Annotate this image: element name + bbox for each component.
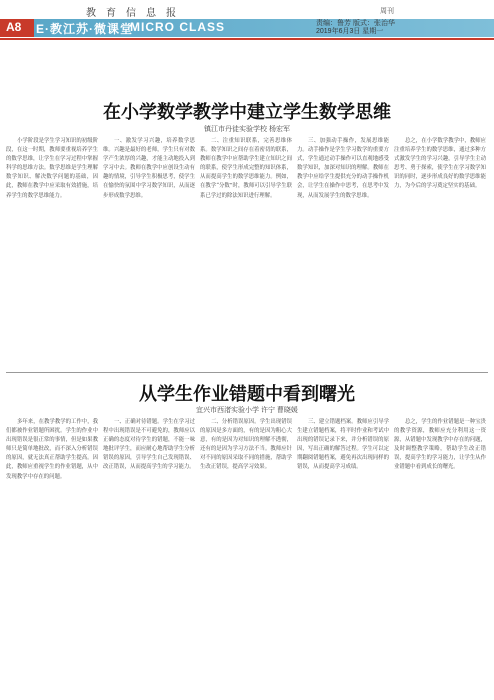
section-title-en: MICRO CLASS	[130, 20, 225, 34]
page-number: A8	[6, 20, 22, 34]
article-byline-1: 镇江市丹徒实验学校 杨宏军	[204, 126, 290, 133]
article-column: 二、分析错误原因。学生出现错误的原因是多方面的，有的是因为粗心大意，有的是因为对知识的理解不透彻，还有的是因为学习方法不当。教师应针对不同的原因采取不同的措施，帮助学生改正错误，提高学习效果。	[200, 419, 292, 471]
article-byline-2: 宜兴市西渚实验小学 许宁 曹晓媛	[196, 407, 298, 414]
article-column: 小学阶段是学生学习知识的初级阶段，在这一时期，教师要重视培养学生的数学思维，让学生在学习过程中掌握科学的思维方法。数学思维是学生理解数学知识、解决数学问题的基础，因此，教师在教学中应采取有效措施，培养学生的数学思维能力。	[6, 138, 98, 199]
article-column: 一、正确对待错题。学生在学习过程中出现错误是不可避免的，教师应以正确的态度对待学生的错题，不能一味地批评学生，而应耐心地帮助学生分析错误的原因，引导学生自己发现错误、改正错误，从而提高学生的学习能力。	[103, 419, 195, 471]
article-column: 多年来，在教学教学的工作中，我们都被作业错题所困扰。学生的作业中出现错误是很正常的事情，但是如果教师只是简单地批改，而不深入分析错误的原因，就无法真正帮助学生提高。因此，教师应重视学生的作业错题，从中发现教学中存在的问题。	[6, 419, 98, 480]
article-column: 三、建立错题档案。教师应引导学生建立错题档案，将平时作业和考试中出现的错误记录下来，并分析错误的原因，写出正确的解答过程。学生可以定期翻阅错题档案，避免再次出现同样的错误，从而提高学习成绩。	[297, 419, 389, 471]
article-column: 一、激发学习兴趣，培养数学思维。兴趣是最好的老师，学生只有对数学产生浓厚的兴趣，才能主动地投入到学习中去。教师在教学中应创设生动有趣的情境，引导学生积极思考，使学生在愉快的氛围中学习数学知识，从而逐步形成数学思维。	[103, 138, 195, 199]
date-line: 2019年6月3日 星期一	[316, 28, 384, 35]
article-column: 二、注重知识联系，完善思维体系。数学知识之间存在着密切的联系，教师在教学中应帮助学生建立知识之间的联系，使学生形成完整的知识体系，从而提高学生的数学思维能力。例如，在教学“分数”时，教师可以引导学生联系已学过的除法知识进行理解。	[200, 138, 292, 199]
editor-line: 责编：鲁芳 版式：张治华	[316, 20, 395, 27]
article-title-1: 在小学数学教学中建立学生数学思维	[103, 102, 391, 122]
header-rule	[0, 38, 494, 40]
article-column: 总之，学生的作业错题是一种宝贵的教学资源，教师应充分利用这一资源，从错题中发现教学中存在的问题，及时调整教学策略，帮助学生改正错误，提高学生的学习能力，让学生从作业错题中看到成长的曙光。	[394, 419, 486, 471]
section-title: E·教江苏·微课堂	[36, 22, 133, 36]
article-title-2: 从学生作业错题中看到曙光	[139, 384, 355, 404]
masthead-title: 教育信息报	[86, 8, 186, 19]
article-column: 三、加强动手操作，发展思维能力。动手操作是学生学习数学的重要方式，学生通过动手操作可以直观地感受数学知识，加深对知识的理解。教师在教学中应给学生提供充分的动手操作机会，让学生在操作中思考，在思考中发现，从而发展学生的数学思维。	[297, 138, 389, 199]
article-column: 总之，在小学数学教学中，教师应注重培养学生的数学思维，通过多种方式激发学生的学习兴趣，引导学生主动思考、勇于探索，使学生在学习数学知识的同时，逐步形成良好的数学思维能力，为今后的学习奠定坚实的基础。	[394, 138, 486, 190]
masthead-info	[316, 20, 491, 36]
article-divider	[6, 372, 488, 373]
masthead-tagline: 周刊	[380, 8, 394, 15]
